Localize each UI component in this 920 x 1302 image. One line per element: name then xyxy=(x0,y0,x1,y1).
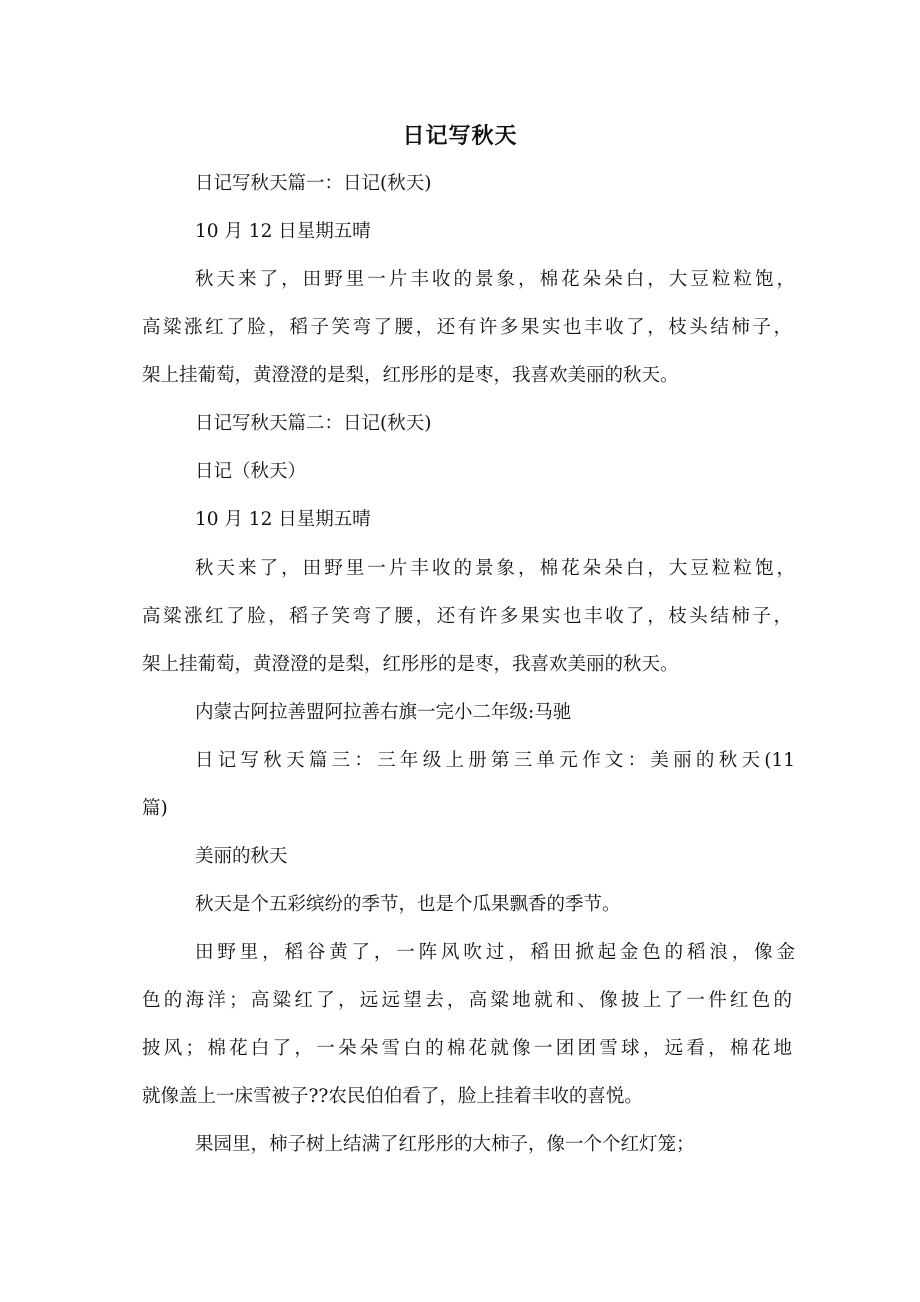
paragraph-line: 披风；棉花白了，一朵朵雪白的棉花就像一团团雪球，远看，棉花地 xyxy=(142,1038,792,1059)
essay-title: 美丽的秋天 xyxy=(195,846,288,867)
author-line: 内蒙古阿拉善盟阿拉善右旗一完小二年级:马驰 xyxy=(195,702,572,723)
paragraph-line: 秋天来了，田野里一片丰收的景象，棉花朵朵白，大豆粒粒饱， xyxy=(195,558,795,579)
paragraph-line: 果园里，柿子树上结满了红彤彤的大柿子，像一个个红灯笼； xyxy=(195,1134,695,1155)
document-title: 日记写秋天 xyxy=(402,123,518,149)
paragraph-line: 高粱涨红了脸，稻子笑弯了腰，还有许多果实也丰收了，枝头结柿子， xyxy=(142,606,792,627)
section-heading-3: 日记写秋天篇三：三年级上册第三单元作文：美丽的秋天(11 xyxy=(195,750,795,771)
subheading-line: 日记（秋天） xyxy=(195,461,307,482)
date-line-2: 10 月 12 日星期五晴 xyxy=(195,509,371,530)
paragraph-line: 架上挂葡萄，黄澄澄的是梨，红彤彤的是枣，我喜欢美丽的秋天。 xyxy=(142,654,679,675)
section-heading-2: 日记写秋天篇二：日记(秋天) xyxy=(195,413,432,434)
paragraph-line: 田野里，稻谷黄了，一阵风吹过，稻田掀起金色的稻浪，像金 xyxy=(195,942,795,963)
section-heading-3-continued: 篇) xyxy=(142,798,168,819)
paragraph-line: 就像盖上一床雪被子??农民伯伯看了，脸上挂着丰收的喜悦。 xyxy=(142,1086,643,1107)
paragraph-line: 高粱涨红了脸，稻子笑弯了腰，还有许多果实也丰收了，枝头结柿子， xyxy=(142,317,792,338)
section-heading-1: 日记写秋天篇一：日记(秋天) xyxy=(195,173,432,194)
paragraph-line: 秋天来了，田野里一片丰收的景象，棉花朵朵白，大豆粒粒饱， xyxy=(195,269,795,290)
date-line-1: 10 月 12 日星期五晴 xyxy=(195,221,371,242)
paragraph-line: 色的海洋；高粱红了，远远望去，高粱地就和、像披上了一件红色的 xyxy=(142,990,792,1011)
paragraph-line: 秋天是个五彩缤纷的季节，也是个瓜果飘香的季节。 xyxy=(195,894,621,915)
paragraph-line: 架上挂葡萄，黄澄澄的是梨，红彤彤的是枣，我喜欢美丽的秋天。 xyxy=(142,365,679,386)
